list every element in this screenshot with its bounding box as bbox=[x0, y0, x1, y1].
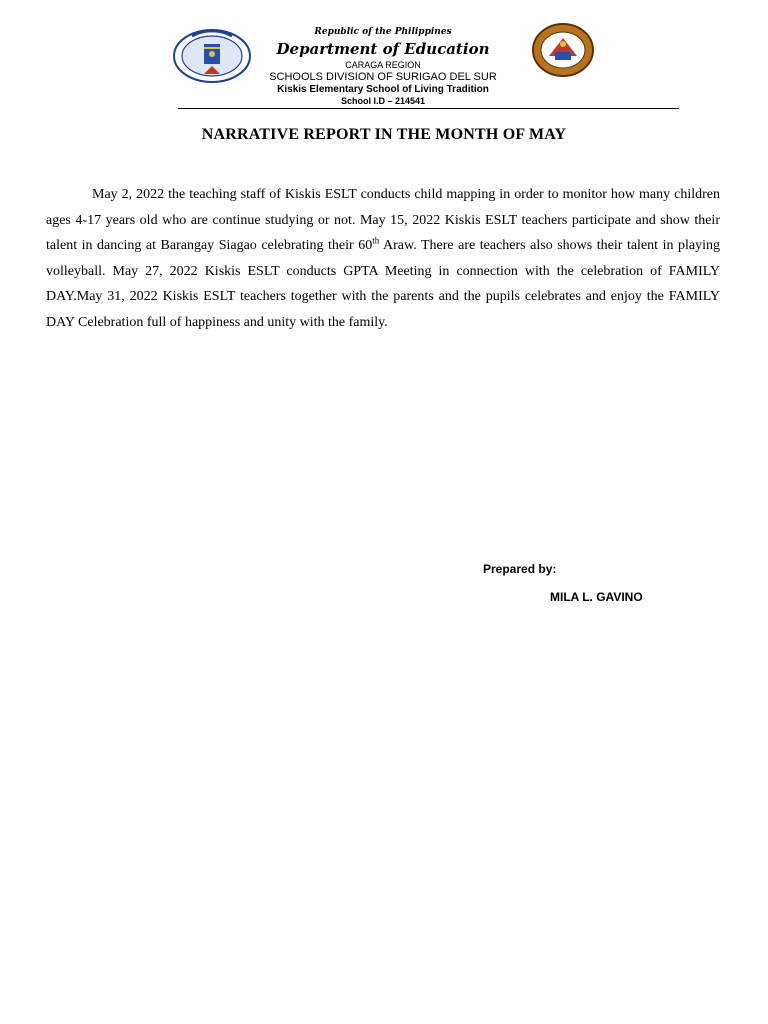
prepared-by-label: Prepared by: bbox=[483, 562, 557, 576]
school-name: Kiskis Elementary School of Living Tradition bbox=[277, 84, 489, 95]
paragraph-part-2: Araw. There are teachers also shows their talent in playing volleyball. May 27, 2022 Kiskis ESLT conducts GPTA Meeting in connection with the celebration of FAMILY DAY.May 31, 2022 Kiskis ESLT teachers together with the parents and the pupils celebrates and enjoy the FAMILY DAY Celebration full of happiness and unity with the family. bbox=[46, 238, 720, 330]
republic-header: Republic of the Philippines bbox=[314, 27, 452, 37]
region-header: CARAGA REGION bbox=[345, 60, 421, 70]
division-header: SCHOOLS DIVISION OF SURIGAO DEL SUR bbox=[269, 71, 497, 83]
school-id: School I.D – 214541 bbox=[340, 96, 426, 106]
header-divider bbox=[178, 108, 679, 109]
department-header: Department of Education bbox=[276, 40, 490, 58]
report-paragraph bbox=[46, 182, 720, 335]
report-body bbox=[46, 182, 720, 335]
paragraph-part-1: May 2, 2022 the teaching staff of Kiskis ESLT conducts child mapping in order to monitor how many children ages 4-17 years old who are continue studying or not. May 15, 2022 Kiskis ESLT teachers participate and show their talent in dancing at Barangay Siagao celebrating their 60 bbox=[46, 187, 720, 253]
ordinal-suffix: th bbox=[372, 235, 380, 246]
school-seal-logo bbox=[531, 22, 595, 78]
signatory-name: MILA L. GAVINO bbox=[550, 590, 643, 604]
report-title: NARRATIVE REPORT IN THE MONTH OF MAY bbox=[201, 126, 567, 143]
